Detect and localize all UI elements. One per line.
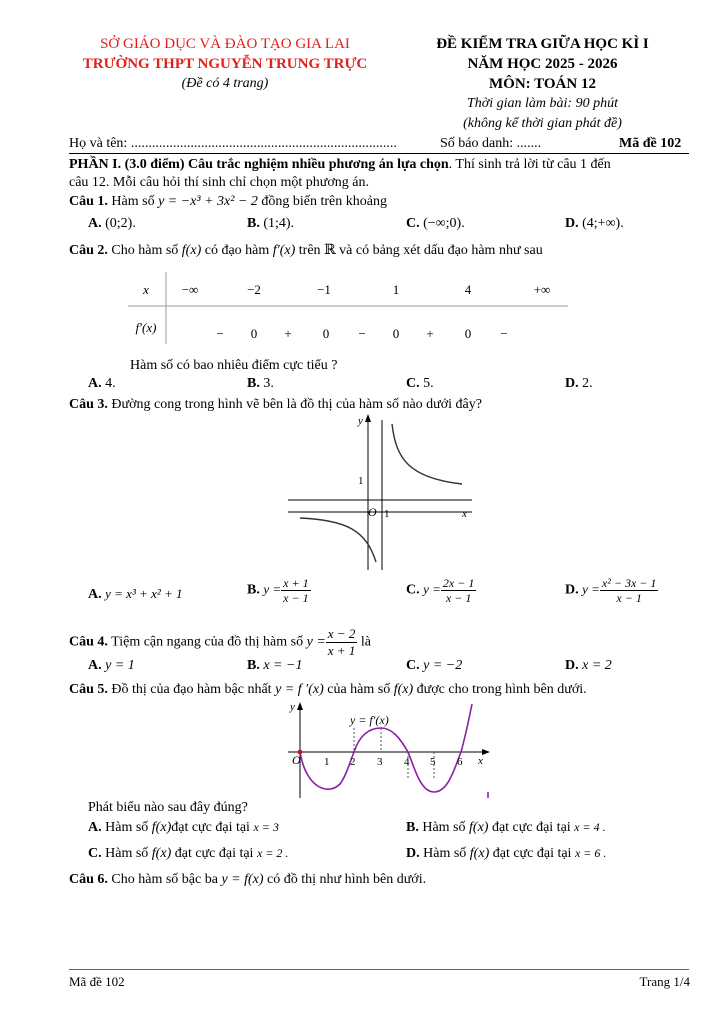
exam-time: Thời gian làm bài: 90 phút [467,96,618,111]
table-sign: + [284,326,292,341]
q4-option-b[interactable] [247,657,302,675]
option-key: C. [406,216,420,231]
q4-option-a[interactable] [88,657,135,675]
q1-text-a: Hàm số [111,194,155,209]
option-key: B. [247,216,260,231]
option-key: D. [565,216,579,231]
q5-option-c[interactable] [88,844,288,863]
table-x-val: 1 [392,282,400,297]
q3-text: Đường cong trong hình vẽ bên là đồ thị của hàm số nào dưới đây? [111,397,482,412]
table-sign: 0 [322,326,330,341]
option-fx: f(x) [469,820,489,835]
curve-label: y = f′(x) [350,713,389,727]
school-name: TRƯỜNG THPT NGUYỄN TRUNG TRỰC [82,56,368,72]
option-key: D. [565,582,579,598]
table-x-val: −2 [247,282,261,297]
q5-question: Phát biểu nào sau đây đúng? [88,800,248,815]
x-one-label: 1 [384,508,390,520]
option-value: x = 3 [253,820,279,834]
q5-text-b: của hàm số [327,682,391,697]
option-fraction [600,576,658,605]
q1-option-b[interactable] [247,215,294,233]
option-key: A. [88,820,102,835]
option-text: x = 2 [582,658,612,673]
header-divider [69,153,689,154]
table-x-val: +∞ [533,282,551,297]
option-lhs: y = [582,581,600,597]
option-key: C. [406,582,420,598]
option-value: x = 2 . [256,846,289,860]
footer-page: Trang 1/4 [639,974,690,989]
header-right [400,34,685,133]
q3-option-a[interactable] [88,585,183,604]
option-text: đạt cực đại tại [174,846,254,861]
option-fraction [441,576,476,605]
q3-label: Câu 3. [69,397,108,412]
y-axis-label: y [358,415,363,427]
y-axis-label: y [290,701,295,713]
fraction-denominator: x + 1 [327,643,356,658]
part1-title: PHẦN I. (3.0 điểm) Câu trắc nghiệm nhiều phương án lựa chọn [69,157,449,172]
q6-text-a: Cho hàm số bậc ba [111,872,218,887]
q2-fx: f(x) [181,243,202,258]
lower-branch [300,518,376,562]
x-tick: 4 [404,756,410,768]
fraction-numerator: x − 2 [327,626,356,641]
q4-option-c[interactable] [406,657,462,675]
q2-option-a[interactable] [88,375,116,393]
student-name-field: Họ và tên: ............................................................................ [69,136,397,151]
option-key: B. [247,376,260,391]
table-fp-head: f′(x) [135,320,157,335]
q1-formula: y = −x³ + 3x² − 2 [158,194,258,209]
q5-option-a[interactable] [88,818,279,837]
origin-label: O [292,753,301,767]
exam-time-note: (không kể thời gian phát đề) [463,116,622,131]
q1-label: Câu 1. [69,194,108,209]
table-sign: − [500,326,508,341]
question-1 [69,193,387,211]
x-tick: 3 [377,756,383,768]
option-key: B. [247,582,260,598]
question-2 [69,242,543,260]
exam-code: Mã đề 102 [619,136,682,151]
q1-option-d[interactable] [565,215,624,233]
q6-text-b: có đồ thị như hình bên dưới. [267,872,427,887]
option-text: Hàm số [105,820,149,835]
option-text: đạt cực đại tại [171,820,250,835]
part1-text2: câu 12. Mỗi câu hỏi thí sinh chỉ chọn một phương án. [69,175,370,190]
q2-text-a: Cho hàm số [111,243,179,258]
option-key: B. [247,658,260,673]
option-text: x = −1 [263,658,303,673]
option-key: C. [88,846,102,861]
option-text: 3. [263,376,274,391]
q5-text-c: được cho trong hình bên dưới. [416,682,587,697]
q4-lhs: y = [306,634,326,650]
student-id-field: Số báo danh: ....... [440,136,542,151]
subject: MÔN: TOÁN 12 [489,76,596,92]
q4-fraction [326,626,358,659]
footer-code: Mã đề 102 [69,974,125,989]
q5-label: Câu 5. [69,682,108,697]
option-key: C. [406,376,420,391]
option-key: A. [88,587,102,602]
fraction-numerator: x + 1 [283,576,309,590]
option-text: Hàm số [422,820,466,835]
x-axis-label: x [478,755,483,767]
option-key: D. [406,846,420,861]
q2-question: Hàm số có bao nhiêu điểm cực tiểu ? [130,358,338,373]
part1-intro [69,156,611,174]
table-sign: − [358,326,366,341]
fraction-denominator: x − 1 [445,591,472,605]
q2-text-c: trên ℝ và có bảng xét dấu đạo hàm như sau [298,243,543,258]
x-axis-arrow [482,749,490,755]
q4-text-b: là [360,634,371,650]
q1-text-b: đồng biến trên khoảng [261,194,387,209]
option-key: A. [88,376,102,391]
fraction-denominator: x − 1 [616,591,642,605]
fraction-numerator: x² − 3x − 1 [601,576,657,590]
option-text: (−∞;0). [423,216,465,231]
option-text: (0;2). [105,216,136,231]
x-axis-label: x [462,508,467,520]
q3-option-d[interactable] [565,576,658,605]
q2-option-b[interactable] [247,375,274,393]
option-text: đạt cực đại tại [491,820,571,835]
q6-label: Câu 6. [69,872,108,887]
option-text: y = −2 [423,658,463,673]
table-x-val: −1 [317,282,331,297]
x-tick: 5 [430,756,436,768]
header-left [60,34,390,94]
q2-option-c[interactable] [406,375,434,393]
q6-formula: y = f(x) [221,872,264,887]
table-x-head: x [143,282,149,297]
q1-option-a[interactable] [88,215,136,233]
table-sign: 0 [464,326,472,341]
q1-option-c[interactable] [406,215,465,233]
fraction-denominator: x − 1 [283,591,309,605]
option-key: A. [88,216,102,231]
page-count: (Đề có 4 trang) [181,76,269,91]
part1-text: . Thí sinh trả lời từ câu 1 đến [448,157,611,172]
x-tick: 6 [457,756,463,768]
q5-fx: f(x) [393,682,414,697]
school-year: NĂM HỌC 2025 - 2026 [467,56,618,72]
table-x-val: 4 [464,282,472,297]
sign-table [128,272,568,352]
option-fx: f(x) [469,846,490,861]
exam-title: ĐỀ KIỂM TRA GIỮA HỌC KÌ I [436,36,649,52]
question-5 [69,681,587,699]
x-tick: 2 [350,756,356,768]
q3-option-c[interactable] [406,576,476,605]
option-text: (1;4). [263,216,295,231]
table-sign: − [216,326,224,341]
option-text: y = 1 [105,658,135,673]
q2-fpx: f′(x) [272,243,296,258]
option-key: A. [88,658,102,673]
y-axis-arrow [365,414,371,422]
table-x-val: −∞ [181,282,199,297]
q4-text-a: Tiệm cận ngang của đồ thị hàm số [111,634,304,650]
option-text: Hàm số [423,846,467,861]
q5-graph [284,700,494,800]
q4-option-d[interactable] [565,657,612,675]
option-key: D. [565,658,579,673]
x-tick: 1 [324,756,330,768]
option-text: 5. [423,376,434,391]
table-sign: 0 [392,326,400,341]
table-sign: + [426,326,434,341]
option-key: D. [565,376,579,391]
q3-graph [280,412,480,572]
option-key: C. [406,658,420,673]
q2-text-b: có đạo hàm [204,243,270,258]
upper-branch [392,424,462,484]
fraction-numerator: 2x − 1 [442,576,475,590]
q2-option-d[interactable] [565,375,593,393]
q5-option-b[interactable] [406,818,606,837]
option-key: B. [406,820,419,835]
q5-formula: y = f ′(x) [275,682,324,697]
table-sign: 0 [250,326,258,341]
option-text: Hàm số [105,846,149,861]
y-one-label: 1 [358,475,364,487]
origin-label: O [368,505,377,519]
option-text: 4. [105,376,116,391]
question-4 [69,626,371,659]
question-6 [69,871,426,889]
footer-divider [69,969,689,970]
q5-text-a: Đồ thị của đạo hàm bậc nhất [111,682,272,697]
option-lhs: y = [263,581,282,597]
q3-option-b[interactable] [247,576,311,605]
option-value: x = 4 . [574,820,606,834]
option-text: 2. [582,376,593,391]
option-text: (4;+∞). [582,216,624,231]
q4-label: Câu 4. [69,634,108,650]
option-fx: f(x) [151,846,172,861]
y-axis-arrow [297,702,303,710]
option-value: x = 6 . [574,846,607,860]
option-formula: y = x³ + x² + 1 [105,586,183,601]
option-lhs: y = [423,581,441,597]
option-text: đạt cực đại tại [492,846,572,861]
dept-name: SỞ GIÁO DỤC VÀ ĐÀO TẠO GIA LAI [100,36,350,52]
option-fraction [281,576,310,605]
q2-label: Câu 2. [69,243,108,258]
option-fx: f(x) [151,820,172,835]
q5-option-d[interactable] [406,844,606,863]
